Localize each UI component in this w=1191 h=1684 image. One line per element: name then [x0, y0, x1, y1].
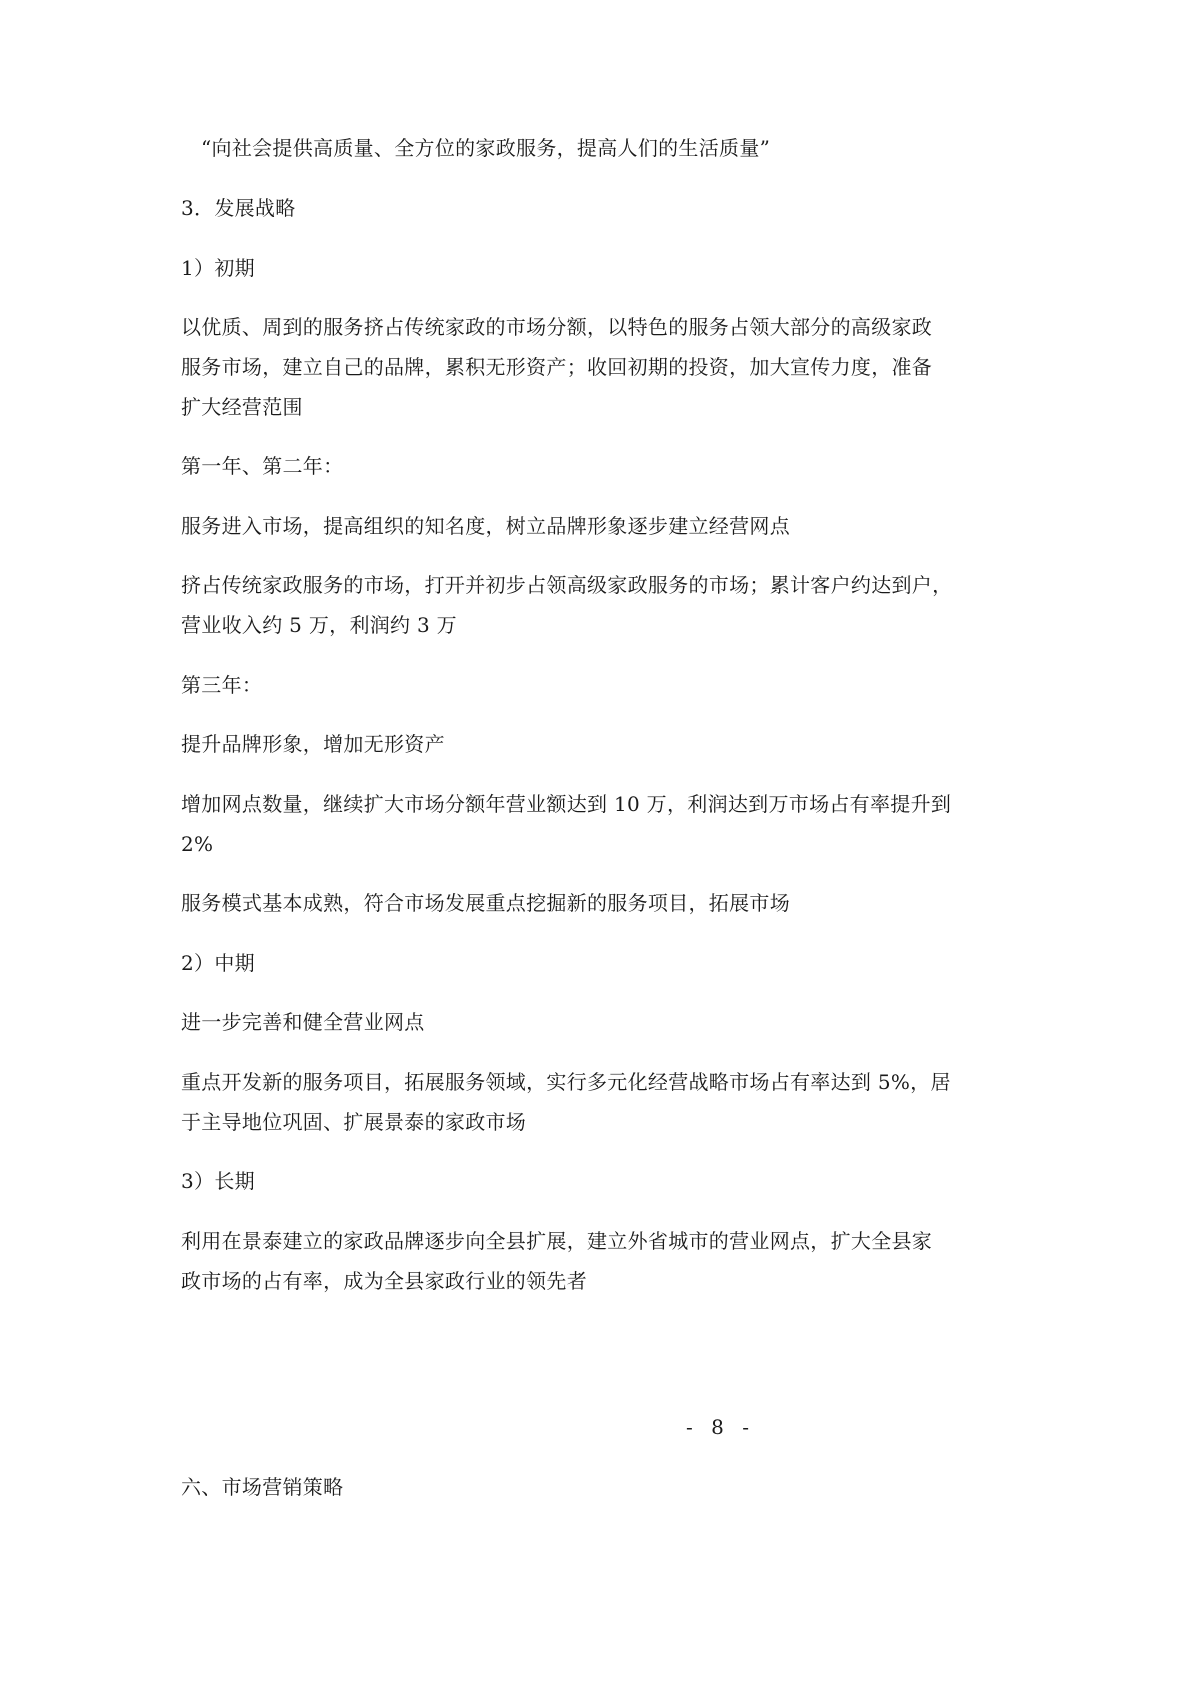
- subheading-initial-phase: 1）初期: [181, 256, 255, 280]
- paragraph-line: 进一步完善和健全营业网点: [181, 1010, 425, 1034]
- paragraph-line: 以优质、周到的服务挤占传统家政的市场分额，以特色的服务占领大部分的高级家政: [181, 315, 933, 339]
- paragraph-line: 扩大经营范围: [181, 395, 303, 419]
- subheading-long-term: 3）长期: [181, 1169, 255, 1193]
- paragraph-line: 服务模式基本成熟，符合市场发展重点挖掘新的服务项目，拓展市场: [181, 891, 790, 915]
- paragraph-line: 挤占传统家政服务的市场，打开并初步占领高级家政服务的市场；累计客户约达到户，: [181, 573, 953, 597]
- paragraph-line: 增加网点数量，继续扩大市场分额年营业额达到 10 万，利润达到万市场占有率提升到: [181, 792, 952, 816]
- paragraph-line: 于主导地位巩固、扩展景泰的家政市场: [181, 1110, 527, 1134]
- paragraph-line: 营业收入约 5 万，利润约 3 万: [181, 613, 457, 637]
- section-heading-marketing-strategy: 六、市场营销策略: [181, 1475, 344, 1499]
- paragraph-line: 重点开发新的服务项目，拓展服务领域，实行多元化经营战略市场占有率达到 5%，居: [181, 1070, 951, 1094]
- paragraph-line: 服务进入市场，提高组织的知名度，树立品牌形象逐步建立经营网点: [181, 514, 790, 538]
- paragraph-line: 提升品牌形象，增加无形资产: [181, 732, 445, 756]
- paragraph-line: 服务市场，建立自己的品牌，累积无形资产；收回初期的投资，加大宣传力度，准备: [181, 355, 933, 379]
- section-heading-development-strategy: 3．发展战略: [181, 196, 296, 220]
- subheading-year-one-two: 第一年、第二年：: [181, 454, 344, 478]
- subheading-year-three: 第三年：: [181, 673, 263, 697]
- paragraph-line: 利用在景泰建立的家政品牌逐步向全县扩展，建立外省城市的营业网点，扩大全县家: [181, 1229, 933, 1253]
- paragraph-line: 2%: [181, 832, 214, 856]
- subheading-mid-term: 2）中期: [181, 951, 255, 975]
- page-number: - 8 -: [686, 1415, 755, 1439]
- paragraph-line: 政市场的占有率，成为全县家政行业的领先者: [181, 1269, 587, 1293]
- mission-quote: “向社会提供高质量、全方位的家政服务，提高人们的生活质量”: [201, 136, 771, 160]
